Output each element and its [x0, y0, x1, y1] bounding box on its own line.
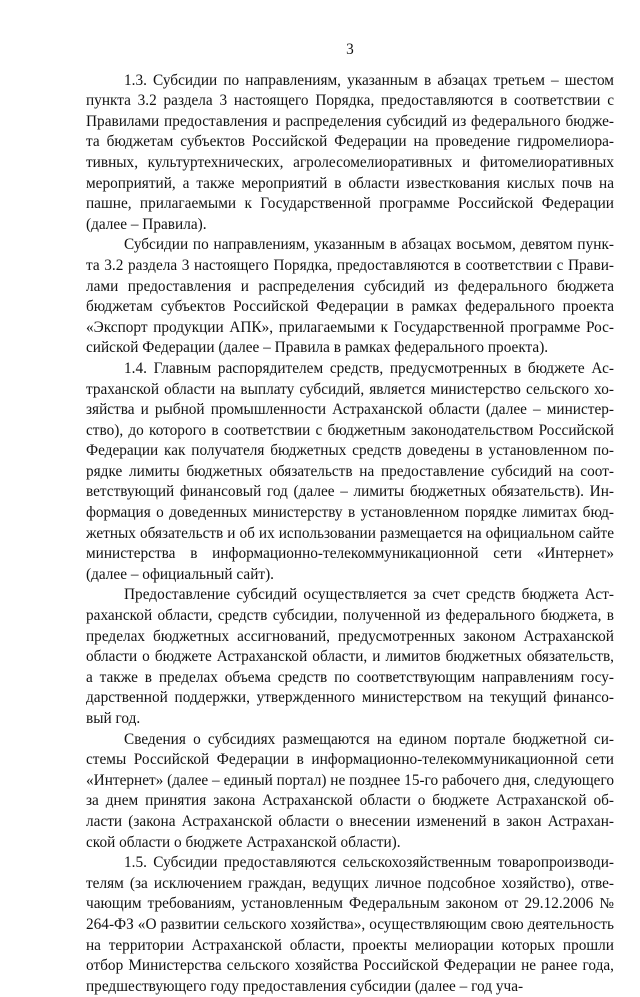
- document-page: [86, 40, 614, 997]
- page-number: 3: [346, 41, 354, 58]
- paragraph-1-4: 1.4. Главным распорядителем средств, предусмотренных в бюджете Астраханской области на выплату субсидий, является министерство сельского хозяйства и рыбной промышленности Астраханской области (далее – министерство), до которого в соответствии с бюджетным законодательством Российской Федерации как получателя бюджетных средств доведены в установленном порядке лимиты бюджетных обязательств на предоставление субсидий на соответствующий финансовый год (далее – лимиты бюджетных обязательств). Информация о доведенных министерству в установленном порядке лимитах бюджетных обязательств и об их использовании размещается на официальном сайте министерства в информационно-телекоммуникационной сети «Интернет» (далее – официальный сайт).: [86, 359, 614, 583]
- paragraph-subsidies-export: Субсидии по направлениям, указанным в абзацах восьмом, девятом пункта 3.2 раздела 3 настоящего Порядка, предоставляются в соответствии с Правилами предоставления и распределения субсидий из федерального бюджета бюджетам субъектов Российской Федерации в рамках федерального проекта «Экспорт продукции АПК», прилагаемыми к Государственной программе Российской Федерации (далее – Правила в рамках федерального проекта).: [86, 236, 614, 357]
- paragraph-unified-portal: Сведения о субсидиях размещаются на едином портале бюджетной системы Российской Федерации в информационно-телекоммуникационной сети «Интернет» (далее – единый портал) не позднее 15-го рабочего дня, следующего за днем принятия закона Астраханской области о бюджете Астраханской области (закона Астраханской области о внесении изменений в закон Астраханской области о бюджете Астраханской области).: [86, 730, 614, 851]
- paragraph-funding-sources: Предоставление субсидий осуществляется за счет средств бюджета Астраханской области, средств субсидии, полученной из федерального бюджета, в пределах бюджетных ассигнований, предусмотренных законом Астраханской области о бюджете Астраханской области, и лимитов бюджетных обязательств, а также в пределах объема средств по соответствующим направлениям государственной поддержки, утвержденного министерством на текущий финансовый год.: [86, 586, 614, 727]
- paragraph-1-3: 1.3. Субсидии по направлениям, указанным в абзацах третьем – шестом пункта 3.2 раздела 3 настоящего Порядка, предоставляются в соответствии с Правилами предоставления и распределения субсидий из федерального бюджета бюджетам субъектов Российской Федерации на проведение гидромелиоративных, культуртехнических, агролесомелиоративных и фитомелиоративных мероприятий, а также мероприятий в области известкования кислых почв на пашне, прилагаемыми к Государственной программе Российской Федерации (далее – Правила).: [86, 71, 614, 233]
- paragraph-1-5: 1.5. Субсидии предоставляются сельскохозяйственным товаропроизводителям (за исключением граждан, ведущих личное подсобное хозяйство), отвечающим требованиям, установленным Федеральным законом от 29.12.2006 № 264-ФЗ «О развитии сельского хозяйства», осуществляющим свою деятельность на территории Астраханской области, проекты мелиорации которых прошли отбор Министерства сельского хозяйства Российской Федерации не ранее года, предшествующего году предоставления субсидии (далее – год уча-: [86, 854, 614, 995]
